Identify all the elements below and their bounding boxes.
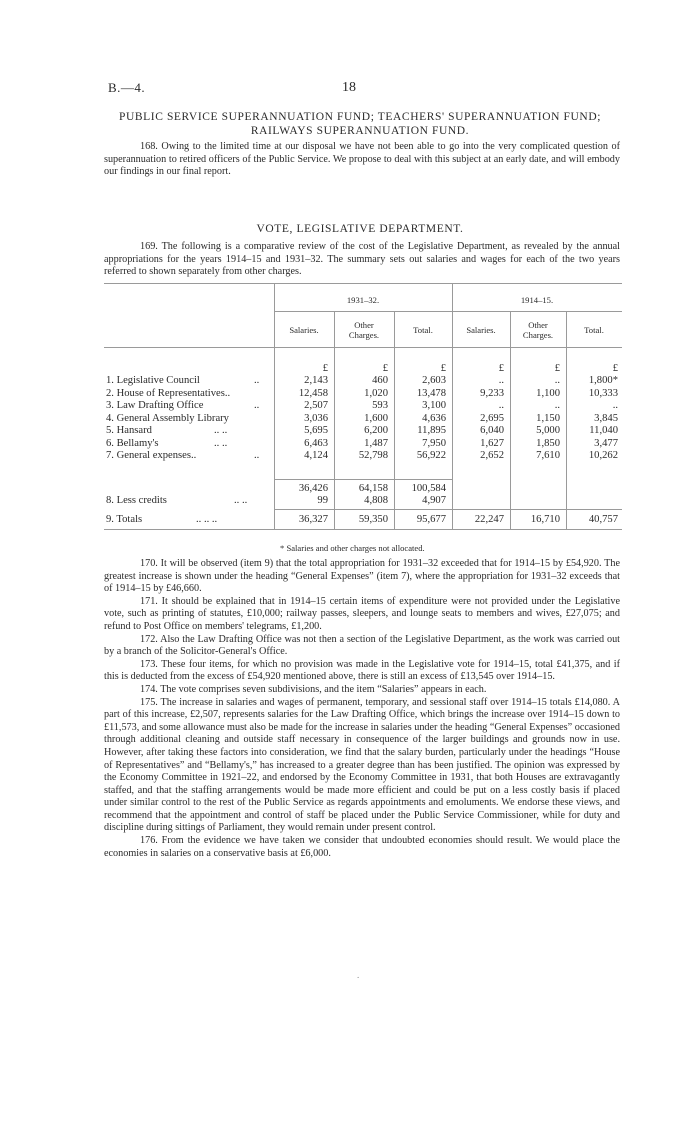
row-label: 7. General expenses.. <box>106 450 197 461</box>
paragraph-169: 169. The following is a comparative review of the cost of the Legislative Department, as revealed by the annual appropriations for the years 1914–15 and 1931–32. The summary sets out salaries and wages for each of the two years referred to shown separately from other charges. <box>104 241 620 278</box>
document-reference: B.—4. <box>108 80 146 95</box>
table-cell-a-tot: 56,922 <box>416 450 446 461</box>
table-cell-a-sal: 5,695 <box>304 425 328 436</box>
table-cell-b-oth: .. <box>554 400 560 411</box>
subtotal-total: 100,584 <box>411 483 446 494</box>
currency-symbol: £ <box>382 363 388 374</box>
table-cell-b-sal: 2,652 <box>480 450 504 461</box>
paragraph: 174. The vote comprises seven subdivisions, and the item “Salaries” appears in each. <box>140 683 487 695</box>
table-cell-b-sal: 1,627 <box>480 437 504 449</box>
col-header-other-charges: Other Charges. <box>522 320 554 340</box>
credits-total: 4,907 <box>422 495 446 506</box>
col-header-other-charges: Other Charges. <box>348 320 380 340</box>
section-heading-superannuation <box>100 110 620 138</box>
year-header-1914: 1914–15. <box>520 295 554 305</box>
col-header-total: Total. <box>584 325 604 335</box>
subtotal-salaries: 36,426 <box>298 483 328 494</box>
col-header-salaries: Salaries. <box>289 325 319 335</box>
table-cell-a-oth: 460 <box>372 375 388 386</box>
table-cell-b-sal: .. <box>498 400 504 411</box>
table-cell-a-sal: 12,458 <box>298 387 328 399</box>
table-cell-b-sal: 6,040 <box>480 425 504 436</box>
table-cell-a-oth: 6,200 <box>364 425 388 436</box>
table-cell-b-oth: .. <box>554 375 560 386</box>
table-footnote: * Salaries and other charges not allocated. <box>280 543 425 553</box>
table-cell-a-oth: 593 <box>372 400 388 411</box>
table-cell-a-sal: 6,463 <box>304 437 328 449</box>
table-cell-a-oth: 1,020 <box>364 387 388 399</box>
end-mark: . <box>357 970 360 980</box>
table-cell-b-tot: 10,262 <box>588 450 618 461</box>
table-cell-b-sal: 9,233 <box>480 387 504 399</box>
paragraph: 173. These four items, for which no provision was made in the Legislative vote for 1914–15, total £41,375, and if this is deducted from the excess of £54,920 mentioned above, there is still an excess of £13,545 over 1914–15. <box>104 658 620 683</box>
table-cell-b-tot: 10,333 <box>588 387 618 399</box>
currency-symbol: £ <box>322 363 328 374</box>
table-cell-b-tot: 3,477 <box>594 437 618 449</box>
leader-dots: .. <box>254 375 260 386</box>
totals-other-1914: 16,710 <box>530 514 560 525</box>
col-header-total: Total. <box>413 325 433 335</box>
row-label: 1. Legislative Council <box>106 375 200 386</box>
heading-line: PUBLIC SERVICE SUPERANNUATION FUND; TEACHERS' SUPERANNUATION FUND; <box>118 111 602 123</box>
leader-dots: .. .. <box>214 437 228 449</box>
currency-symbol: £ <box>498 363 504 374</box>
table-cell-a-tot: 7,950 <box>422 437 446 449</box>
row-label: 6. Bellamy's <box>106 437 159 449</box>
table-cell-a-sal: 3,036 <box>304 412 328 424</box>
currency-symbol: £ <box>554 363 560 374</box>
table-cell-b-tot: 3,845 <box>594 412 618 424</box>
leader-dots: .. <box>254 400 260 411</box>
col-header-salaries: Salaries. <box>466 325 496 335</box>
heading-line: RAILWAYS SUPERANNUATION FUND. <box>250 125 470 137</box>
totals-salaries-1914: 22,247 <box>474 514 504 525</box>
totals-total-1931: 95,677 <box>416 514 446 525</box>
leader-dots: .. .. <box>214 425 228 436</box>
row-label: 4. General Assembly Library <box>106 412 229 424</box>
table-cell-b-oth: 1,150 <box>536 412 560 424</box>
currency-symbol: £ <box>440 363 446 374</box>
table-cell-a-tot: 2,603 <box>422 375 446 386</box>
credits-salaries: 99 <box>317 495 328 506</box>
totals-total-1914: 40,757 <box>588 514 618 525</box>
table-cell-b-sal: .. <box>498 375 504 386</box>
year-header-1931: 1931–32. <box>346 295 380 305</box>
leader-dots: .. .. .. <box>196 514 218 525</box>
table-cell-b-tot: 11,040 <box>589 425 618 436</box>
subtotal-other: 64,158 <box>358 483 388 494</box>
table-cell-b-oth: 7,610 <box>536 450 560 461</box>
table-cell-a-tot: 13,478 <box>416 387 446 399</box>
table-cell-b-sal: 2,695 <box>480 412 504 424</box>
table-cell-a-tot: 4,636 <box>422 412 446 424</box>
paragraph: 172. Also the Law Drafting Office was not then a section of the Legislative Department, as the work was carried out by a branch of the Solicitor-General's Office. <box>104 633 620 658</box>
table-cell-a-tot: 3,100 <box>422 400 446 411</box>
paragraph-168: 168. Owing to the limited time at our disposal we have not been able to go into the very complicated question of superannuation to retired officers of the Public Service. We propose to deal with this subject at an early date, and will embody our findings in our final report. <box>104 141 620 178</box>
paragraph: 171. It should be explained that in 1914–15 certain items of expenditure were not provided under the Legislative vote, such as printing of statutes, £10,000; railway passes, sleepers, and lounge seats to members and wives, £27,075; and refund to Post Office on members' telegrams, £1,200. <box>104 595 620 632</box>
leader-dots: .. <box>254 450 260 461</box>
section-heading-legislative: VOTE, LEGISLATIVE DEPARTMENT. <box>256 223 464 235</box>
table-cell-b-tot: 1,800* <box>588 375 618 386</box>
totals-label: 9. Totals <box>106 514 143 525</box>
page-number: 18 <box>342 80 356 95</box>
paragraph: 175. The increase in salaries and wages of permanent, temporary, and sessional staff over 1914–15 totals £14,080. A part of this increase, £2,507, represents salaries for the Law Drafting Office, which brings the increase over 1914–15 down to £11,573, and some allowance must also be made for the increase in salaries under the heading “General Expenses” occasioned through additional cleaning and outside staff necessary in consequence of the larger buildings and grounds now in use. However, after taking these factors into consideration, we find that the salary burden, particularly under the headings “House of Representatives” and “Bellamy's,” has increased to a greater degree than has been justified. The opinion was expressed by the Economy Committee in 1921–22, and endorsed by the Economy Committee in 1931, that both Houses are extravagantly staffed, and that the staffing arrangements would be made more efficient and could be put on a less costly basis if placed under similar control to the rest of the Public Service as regards appointments and emoluments. We endorse these views, and recommend that the appointment and control of staff be placed under the Public Service Commissioner, while for duty and discipline during sittings of Parliament, they would remain under present control. <box>104 696 620 834</box>
row-label: 2. House of Representatives.. <box>106 387 231 399</box>
paragraph: 176. From the evidence we have taken we consider that undoubted economies should result. We would place the economies in salaries on a conservative basis at £6,000. <box>104 835 620 859</box>
row-label: 5. Hansard <box>106 425 152 436</box>
totals-other-1931: 59,350 <box>358 514 388 525</box>
currency-symbol: £ <box>612 363 618 374</box>
totals-salaries-1931: 36,327 <box>298 514 328 525</box>
table-cell-a-oth: 52,798 <box>358 450 388 461</box>
table-cell-a-tot: 11,895 <box>417 425 446 436</box>
table-cell-a-sal: 2,507 <box>304 400 328 411</box>
paragraphs-170-176 <box>104 558 620 860</box>
table-cell-a-sal: 4,124 <box>304 450 328 461</box>
table-cell-a-sal: 2,143 <box>304 375 328 386</box>
table-cell-b-oth: 1,100 <box>536 387 560 399</box>
leader-dots: .. .. <box>234 495 248 506</box>
table-cell-a-oth: 1,487 <box>364 437 388 449</box>
table-cell-b-oth: 5,000 <box>536 425 560 436</box>
credits-other: 4,808 <box>364 495 388 506</box>
table-cell-a-oth: 1,600 <box>364 412 388 424</box>
table-cell-b-oth: 1,850 <box>536 437 560 449</box>
row-label: 3. Law Drafting Office <box>106 400 204 411</box>
less-credits-label: 8. Less credits <box>106 495 167 506</box>
paragraph: 170. It will be observed (item 9) that the total appropriation for 1931–32 exceeded that for 1914–15 by £54,920. The greatest increase is shown under the heading “General Expenses” (item 7), where the appropriation for 1931–32 exceeds that of 1914–15 by £46,660. <box>104 558 620 595</box>
table-cell-b-tot: .. <box>612 400 618 411</box>
